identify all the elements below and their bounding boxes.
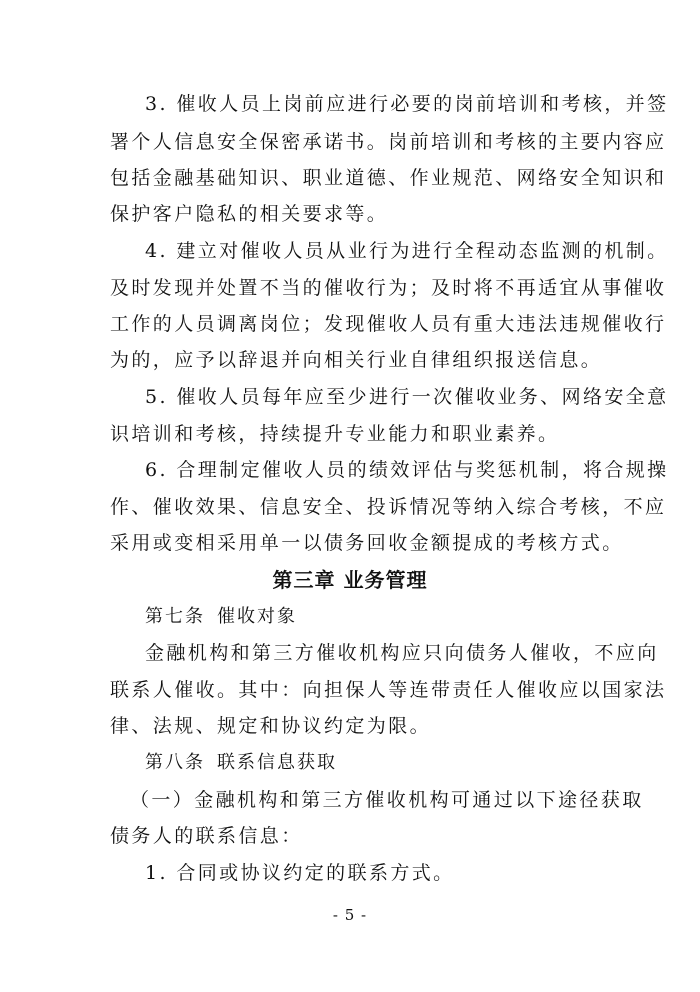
article-eight-heading — [145, 751, 337, 775]
paragraph-line: 4. 建立对催收人员从业行为进行全程动态监测的机制。 — [145, 240, 669, 262]
paragraph-line: 金融机构和第三方催收机构应只向债务人催收，不应向 — [145, 642, 659, 664]
article-number: 第八条 — [145, 752, 205, 773]
article-seven-heading — [145, 605, 297, 629]
paragraph-line: 6. 合理制定催收人员的绩效评估与奖惩机制，将合规操 — [145, 459, 669, 481]
paragraph-line: 工作的人员调离岗位；发现催收人员有重大违法违规催收行 — [110, 313, 667, 335]
paragraph-line: 识培训和考核，持续提升专业能力和职业素养。 — [110, 423, 560, 445]
paragraph-line: 采用或变相采用单一以债务回收金额提成的考核方式。 — [110, 532, 624, 554]
paragraph-line: （一）金融机构和第三方催收机构可通过以下途径获取 — [130, 789, 644, 811]
paragraph-line: 联系人催收。其中：向担保人等连带责任人催收应以国家法 — [110, 679, 667, 701]
paragraph-line: 及时发现并处置不当的催收行为；及时将不再适宜从事催收 — [110, 277, 667, 299]
article-number: 第七条 — [145, 606, 205, 627]
paragraph-line: 保护客户隐私的相关要求等。 — [110, 203, 389, 225]
paragraph-line: 为的，应予以辞退并向相关行业自律组织报送信息。 — [110, 349, 603, 371]
paragraph-line: 1. 合同或协议约定的联系方式。 — [145, 862, 455, 884]
paragraph-line: 5. 催收人员每年应至少进行一次催收业务、网络安全意 — [145, 386, 669, 408]
paragraph-line: 包括金融基础知识、职业道德、作业规范、网络安全知识和 — [110, 167, 667, 189]
chapter-heading: 第三章 业务管理 — [272, 568, 428, 592]
article-title: 联系信息获取 — [217, 752, 337, 773]
page-number: - 5 - — [332, 906, 368, 924]
paragraph-line: 债务人的联系信息： — [110, 825, 303, 847]
article-title: 催收对象 — [217, 606, 297, 627]
paragraph-line: 署个人信息安全保密承诺书。岗前培训和考核的主要内容应 — [110, 131, 667, 153]
paragraph-line: 3. 催收人员上岗前应进行必要的岗前培训和考核，并签 — [145, 93, 669, 115]
paragraph-line: 作、催收效果、信息安全、投诉情况等纳入综合考核，不应 — [110, 496, 667, 518]
paragraph-line: 律、法规、规定和协议约定为限。 — [110, 715, 432, 737]
